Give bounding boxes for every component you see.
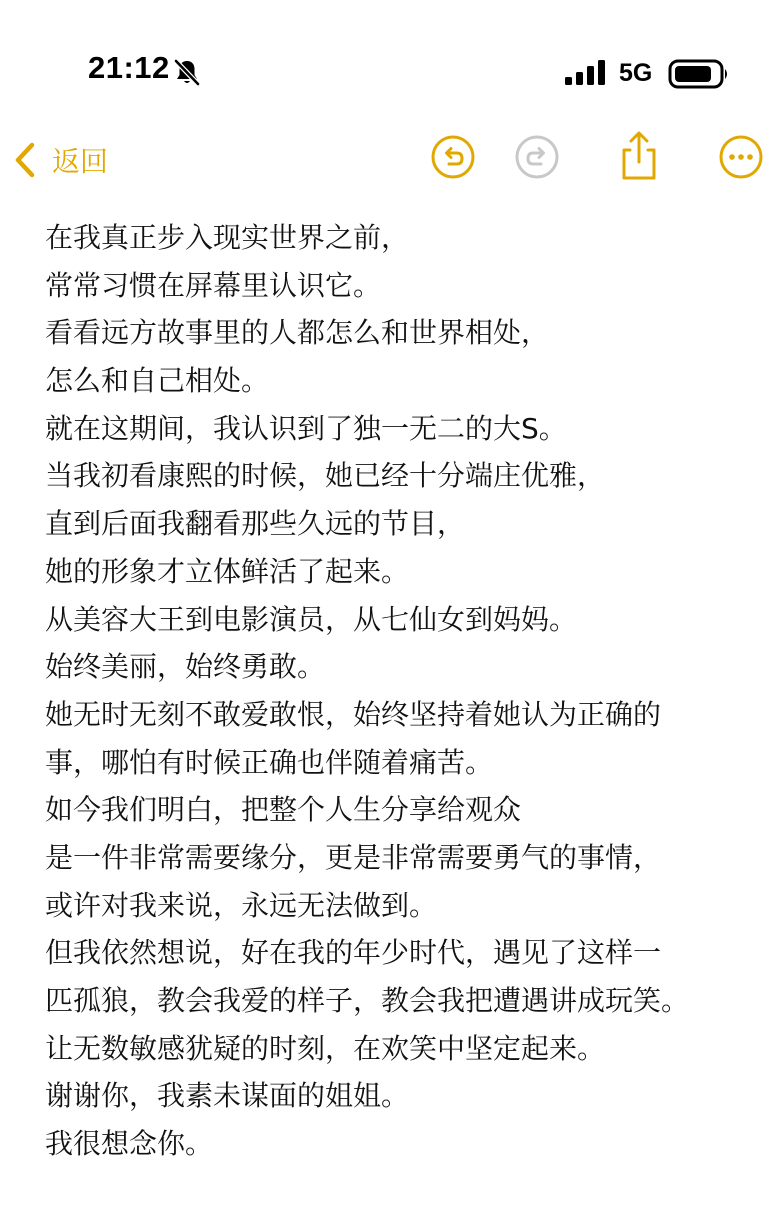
status-bar	[0, 0, 777, 110]
note-line: 她的形象才立体鲜活了起来。	[45, 554, 410, 588]
note-line: 始终美丽，始终勇敢。	[45, 650, 326, 684]
status-time: 21:12	[88, 50, 170, 85]
note-line: 在我真正步入现实世界之前，	[45, 221, 410, 254]
note-line: 当我初看康熙的时候，她已经十分端庄优雅，	[45, 459, 606, 493]
bell-slash-icon	[172, 57, 202, 87]
note-line: 是一件非常需要缘分，更是非常需要勇气的事情，	[45, 840, 662, 874]
note-line: 常常习惯在屏幕里认识它。	[45, 268, 382, 302]
note-line: 她无时无刻不敢爱敢恨，始终坚持着她认为正确的	[45, 697, 662, 731]
note-line: 就在这期间，我认识到了独一无二的大S。	[45, 411, 567, 445]
note-line: 看看远方故事里的人都怎么和世界相处，	[45, 316, 550, 350]
note-line: 但我依然想说，好在我的年少时代，遇见了这样一	[45, 936, 662, 970]
note-body[interactable]	[45, 214, 765, 1168]
toolbar	[0, 128, 777, 190]
note-line: 直到后面我翻看那些久远的节目，	[45, 507, 466, 541]
note-line: 我很想念你。	[45, 1127, 214, 1161]
back-label: 返回	[52, 145, 109, 178]
note-line: 匹孤狼，教会我爱的样子，教会我把遭遇讲成玩笑。	[45, 984, 690, 1017]
note-line: 谢谢你，我素未谋面的姐姐。	[45, 1079, 410, 1113]
note-line: 或许对我来说，永远无法做到。	[45, 888, 438, 922]
note-line: 从美容大王到电影演员，从七仙女到妈妈。	[45, 602, 578, 636]
back-button[interactable]	[12, 136, 108, 184]
note-line: 如今我们明白，把整个人生分享给观众	[45, 793, 522, 827]
share-icon[interactable]	[616, 130, 662, 182]
note-line: 事，哪怕有时候正确也伴随着痛苦。	[45, 745, 494, 779]
undo-icon[interactable]	[430, 134, 476, 180]
signal-bars-icon	[564, 60, 608, 86]
note-line: 让无数敏感犹疑的时刻，在欢笑中坚定起来。	[45, 1031, 606, 1065]
chevron-left-icon	[12, 140, 38, 180]
redo-icon[interactable]	[514, 134, 560, 180]
note-line: 怎么和自己相处。	[45, 364, 270, 398]
more-icon[interactable]	[718, 134, 764, 180]
network-label: 5G	[619, 59, 653, 87]
battery-icon	[668, 58, 730, 90]
